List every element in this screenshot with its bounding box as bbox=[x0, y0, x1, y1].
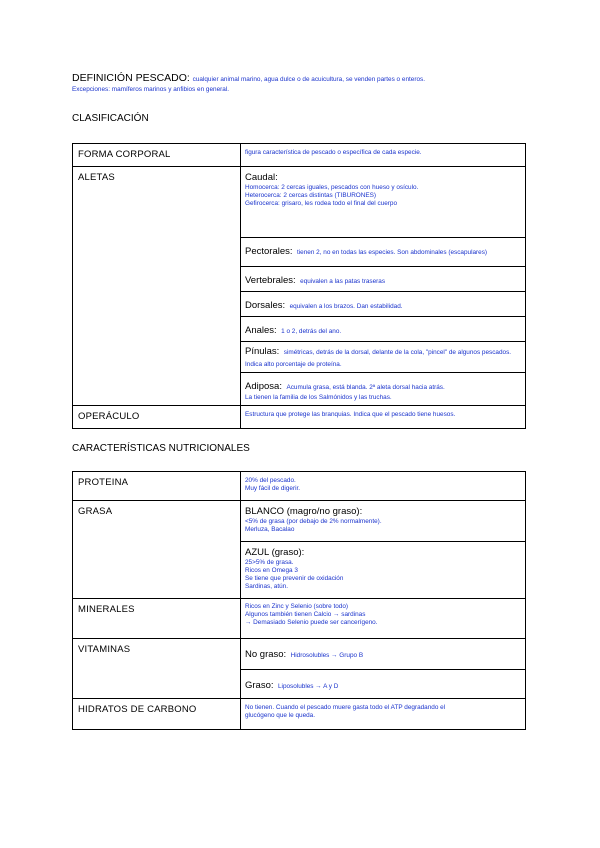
list-item: 25>5% de grasa. bbox=[245, 559, 294, 566]
table-row bbox=[73, 167, 526, 238]
nutricionales-table bbox=[72, 471, 526, 730]
caudal-title: Caudal: bbox=[245, 172, 278, 183]
caudal-cell bbox=[241, 167, 526, 238]
hidratos-lines bbox=[245, 704, 521, 720]
list-item: 20% del pescado. bbox=[245, 477, 296, 484]
azul-lines bbox=[245, 559, 521, 591]
grasa-label: GRASA bbox=[73, 501, 241, 599]
list-item: No tienen. Cuando el pescado muere gasta todo el ATP degradando el bbox=[245, 704, 446, 711]
table-row bbox=[73, 501, 526, 542]
table-row bbox=[73, 406, 526, 429]
pinulas-title: Pínulas: bbox=[245, 346, 280, 357]
vertebrales-text: equivalen a las patas traseras bbox=[300, 278, 386, 285]
forma-corporal-label: FORMA CORPORAL bbox=[73, 144, 241, 167]
adiposa-cell bbox=[241, 373, 526, 406]
list-item: Ricos en Omega 3 bbox=[245, 567, 298, 574]
list-item: Homocerca: 2 cercas iguales, pescados con hueso y osículo. bbox=[245, 184, 419, 191]
clasificacion-table bbox=[72, 143, 526, 429]
pectorales-cell bbox=[241, 238, 526, 267]
blanco-title: BLANCO (magro/no graso): bbox=[245, 506, 363, 517]
pectorales-title: Pectorales: bbox=[245, 246, 293, 257]
no-graso-text: Hidrosolubles → Grupo B bbox=[290, 652, 364, 659]
definition-line bbox=[72, 72, 532, 86]
operculo-cell bbox=[241, 406, 526, 429]
definition-block bbox=[72, 72, 532, 94]
dorsales-cell bbox=[241, 292, 526, 317]
list-item: Sardinas, atún. bbox=[245, 583, 288, 590]
list-item: Gefirocerca: grisaro, les rodea todo el final del cuerpo bbox=[245, 200, 398, 207]
dorsales-title: Dorsales: bbox=[245, 300, 286, 311]
list-item: Merluza, Bacalao bbox=[245, 526, 295, 533]
vertebrales-title: Vertebrales: bbox=[245, 275, 296, 286]
list-item: → Demasiado Selenio puede ser cancerígeno. bbox=[245, 619, 378, 626]
list-item: Algunos también tienen Calcio → sardinas bbox=[245, 611, 366, 618]
operculo-text: Estructura que protege las branquias. Indica que el pescado tiene huesos. bbox=[245, 411, 456, 418]
definition-text: cualquier animal marino, agua dulce o de acuicultura, se venden partes o enteros. bbox=[192, 76, 425, 83]
clasificacion-heading: CLASIFICACIÓN bbox=[72, 113, 149, 124]
operculo-label: OPERÁCULO bbox=[73, 406, 241, 429]
caudal-lines bbox=[245, 184, 521, 208]
anales-text: 1 o 2, detrás del ano. bbox=[281, 328, 342, 335]
forma-corporal-cell bbox=[241, 144, 526, 167]
proteina-label: PROTEINA bbox=[73, 472, 241, 501]
pinulas-text: simétricas, detrás de la dorsal, delante de la cola, "pincel" de algunos pescados. Indica alto porcentaje de proteína. bbox=[245, 349, 512, 368]
graso-title: Graso: bbox=[245, 680, 274, 691]
table-row bbox=[73, 699, 526, 730]
aletas-label: ALETAS bbox=[73, 167, 241, 406]
definition-term: DEFINICIÓN PESCADO: bbox=[72, 72, 190, 84]
adiposa-line2: La tienen la familia de los Salmónidos y las truchas. bbox=[245, 394, 392, 401]
pectorales-text: tienen 2, no en todas las especies. Son abdominales (escapulares) bbox=[296, 249, 488, 256]
azul-cell bbox=[241, 542, 526, 599]
minerales-label: MINERALES bbox=[73, 599, 241, 639]
proteina-lines bbox=[245, 477, 521, 493]
table-row bbox=[73, 472, 526, 501]
list-item: Ricos en Zinc y Selenio (sobre todo) bbox=[245, 603, 349, 610]
minerales-lines bbox=[245, 603, 521, 627]
minerales-cell bbox=[241, 599, 526, 639]
table-row bbox=[73, 144, 526, 167]
vertebrales-cell bbox=[241, 267, 526, 292]
forma-corporal-text: figura característica de pescado o específica de cada especie. bbox=[245, 149, 422, 156]
no-graso-title: No graso: bbox=[245, 649, 287, 660]
adiposa-text: Acumula grasa, está blanda. 2ª aleta dorsal hacia atrás. bbox=[286, 384, 445, 391]
blanco-cell bbox=[241, 501, 526, 542]
hidratos-cell bbox=[241, 699, 526, 730]
list-item: Se tiene que prevenir de oxidación bbox=[245, 575, 344, 582]
adiposa-title: Adiposa: bbox=[245, 381, 282, 392]
table-row bbox=[73, 599, 526, 639]
anales-cell bbox=[241, 317, 526, 342]
vitaminas-label: VITAMINAS bbox=[73, 639, 241, 699]
graso-cell bbox=[241, 670, 526, 699]
dorsales-text: equivalen a los brazos. Dan estabilidad. bbox=[289, 303, 403, 310]
list-item: <5% de grasa (por debajo de 2% normalmente). bbox=[245, 518, 382, 525]
blanco-lines bbox=[245, 518, 521, 534]
definition-exceptions: Excepciones: mamíferos marinos y anfibios en general. bbox=[72, 86, 230, 93]
list-item: Muy fácil de digerir. bbox=[245, 485, 301, 492]
nutricionales-heading: CARACTERÍSTICAS NUTRICIONALES bbox=[72, 443, 250, 454]
list-item: Heterocerca: 2 cercas distintas (TIBURONES) bbox=[245, 192, 377, 199]
anales-title: Anales: bbox=[245, 325, 277, 336]
azul-title: AZUL (graso): bbox=[245, 547, 305, 558]
pinulas-cell bbox=[241, 342, 526, 373]
no-graso-cell bbox=[241, 639, 526, 670]
table-row bbox=[73, 639, 526, 670]
graso-text: Liposolubles → A y D bbox=[277, 683, 339, 690]
proteina-cell bbox=[241, 472, 526, 501]
list-item: glucógeno que le queda. bbox=[245, 712, 316, 719]
hidratos-label: HIDRATOS DE CARBONO bbox=[73, 699, 241, 730]
